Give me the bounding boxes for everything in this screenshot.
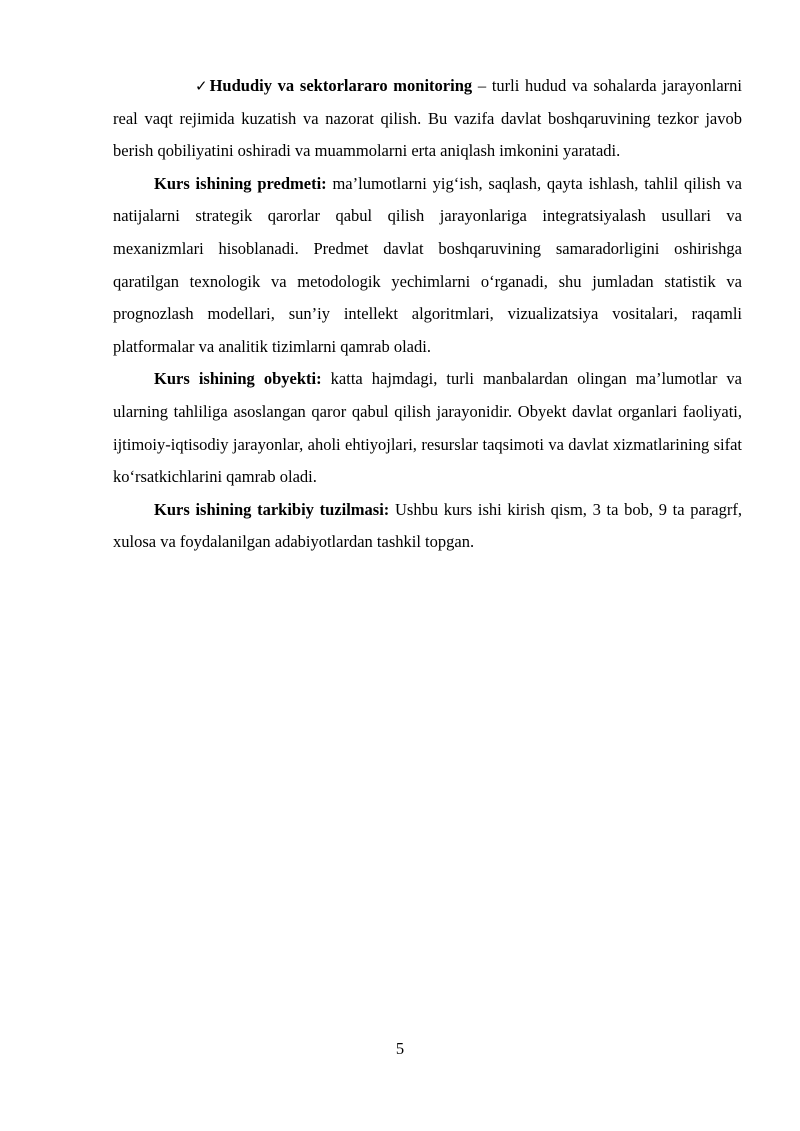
checkmark-icon: ✓ [195, 77, 208, 95]
subject-text: ma’lumotlarni yig‘ish, saqlash, qayta ishlash, tahlil qilish va natijalarni strategik qarorlar qabul qilish jarayonlariga integratsiyalash usullari va mexanizmlari hisoblanadi. Predmet davlat boshqaruvining samaradorligini oshirishga qaratilgan texnologik va metodologik yechimlarni o‘rganadi, shu jumladan statistik va prognozlash modellari, sun’iy intellekt algoritmlari, vizualizatsiya vositalari, raqamli platformalar va analitik tizimlarni qamrab oladi. [113, 173, 742, 356]
object-text: katta hajmdagi, turli manbalardan olingan ma’lumotlar va ularning tahliliga asoslangan qaror qabul qilish jarayonidir. Obyekt davlat organlari faoliyati, ijtimoiy-iqtisodiy jarayonlar, aholi ehtiyojlari, resurslar taqsimoti va davlat xizmatlarining sifat ko‘rsatkichlarini qamrab oladi. [113, 369, 743, 487]
structure-text: Ushbu kurs ishi kirish qism, 3 ta bob, 9 ta paragrf, xulosa va foydalanilgan adabiyotlardan tashkil topgan. [113, 499, 742, 552]
subject-title: Kurs ishining predmeti: [154, 173, 327, 193]
bullet-text: – turli hudud va sohalarda jarayonlarni real vaqt rejimida kuzatish va nazorat qilish. Bu vazifa davlat boshqaruvining tezkor javob berish qobiliyatini oshiradi va muammolarni erta aniqlash imkonini yaratadi. [113, 76, 742, 161]
structure-paragraph [113, 494, 742, 559]
object-title: Kurs ishining obyekti: [154, 369, 322, 389]
object-paragraph [113, 363, 742, 493]
page-number: 5 [395, 1039, 405, 1058]
subject-paragraph [113, 168, 742, 364]
bullet-title: Hududiy va sektorlararo monitoring [209, 76, 473, 95]
bullet-paragraph [113, 70, 742, 168]
structure-title: Kurs ishining tarkibiy tuzilmasi: [154, 499, 390, 519]
